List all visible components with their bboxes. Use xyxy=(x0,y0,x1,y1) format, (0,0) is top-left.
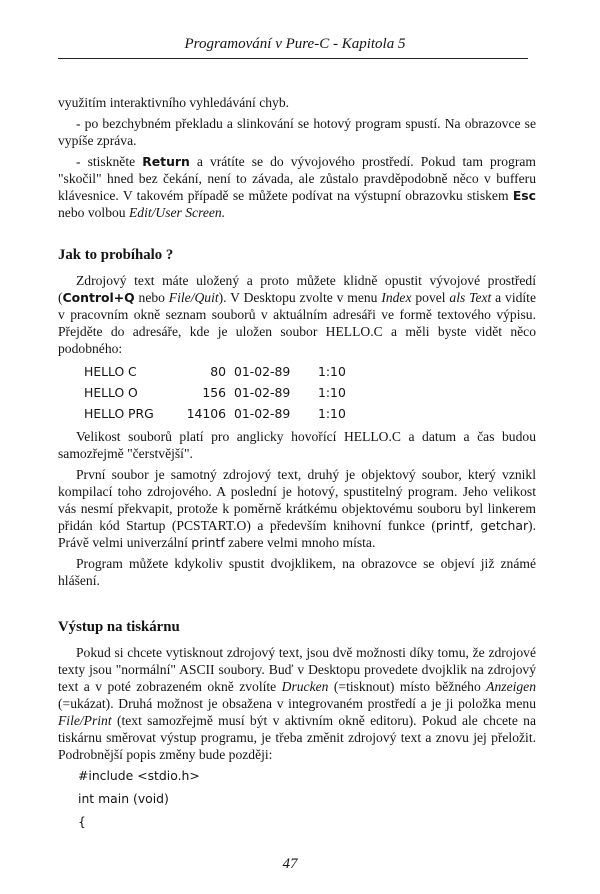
section1-paragraph-4: Program můžete kdykoliv spustit dvojklikem, na obrazovce se objeví již známé hlášení. xyxy=(58,556,536,588)
section1-paragraph-1: Zdrojový text máte uložený a proto můžete klidně opustit vývojové prostředí (Control+Q nebo File/Quit). V Desktopu zvolte v menu Index povel als Text a vidíte v pracovním okně seznam souborů v aktuálním adresáři ve formě textového výpisu. Přejděte do adresáře, kde je uložen soubor HELLO.C a měli byste vidět něco podobného: xyxy=(58,273,536,356)
section1-paragraph-2: Velikost souborů platí pro anglicky hovořící HELLO.C a datum a čas budou samozřejmě "čerstvější". xyxy=(58,429,536,461)
intro-paragraph-3: - stiskněte Return a vrátíte se do vývojového prostředí. Pokud tam program "skočil" hned bez čekání, není to závada, ale zůstalo pravděpodobně něco v bufferu klávesnice. V takovém případě se můžete podívat na výstupní obrazovku stiskem Esc nebo volbou Edit/User Screen. xyxy=(58,154,536,220)
header-rule xyxy=(58,58,528,59)
file-row: HELLO PRG 14106 01-02-89 1:10 xyxy=(84,406,346,421)
key-esc: Esc xyxy=(512,188,536,203)
file-row: HELLO O 156 01-02-89 1:10 xyxy=(84,385,346,400)
code-line: #include <stdio.h> xyxy=(78,768,200,783)
running-header: Programování v Pure-C - Kapitola 5 xyxy=(184,36,406,52)
intro-line-1: využitím interaktivního vyhledávání chyb. xyxy=(58,95,290,110)
key-control-q: Control+Q xyxy=(62,290,135,305)
code-listing xyxy=(78,767,536,836)
code-line: { xyxy=(78,814,86,829)
file-listing xyxy=(84,361,346,424)
menu-reference: Edit/User Screen. xyxy=(128,205,226,220)
section1-paragraph-3: První soubor je samotný zdrojový text, druhý je objektový soubor, který vznikl kompilací toho zdrojového. A poslední je hotový, spustitelný program. Jeho velikost vás nesmí překvapit, protože k poměrně krátkému objektovému souboru byl linkerem přidán kód Startup (PCSTART.O) a především knihovní funkce (printf, getchar). Právě velmi univerzální printf zabere velmi mnoho místa. xyxy=(58,467,536,550)
file-row: HELLO C 80 01-02-89 1:10 xyxy=(84,364,346,379)
intro-paragraph-2: - po bezchybném překladu a slinkování se hotový program spustí. Na obrazovce se vypíše zpráva. xyxy=(58,116,536,148)
section-heading-1: Jak to probíhalo ? xyxy=(58,247,174,263)
section2-paragraph-1: Pokud si chcete vytisknout zdrojový text, jsou dvě možnosti díky tomu, že zdrojové texty jsou "normální" ASCII soubory. Buď v Desktopu provedete dvojklik na zdrojový text a v poté zobrazeném okně zvolíte Drucken (=tisknout) místo běžného Anzeigen (=ukázat). Druhá možnost je obsažena v integrovaném prostředí a je ji položka menu File/Print (text samozřejmě musí být v aktivním okně editoru). Pokud ale chcete na tiskárnu směrovat výstup programu, je třeba změnit zdrojový text a znovu jej přeložit. Podrobnější popis změny bude později: xyxy=(58,645,537,762)
code-line: int main (void) xyxy=(78,791,169,806)
page-body xyxy=(58,94,536,836)
key-return: Return xyxy=(142,154,190,169)
page-number: 47 xyxy=(282,856,298,872)
section-heading-2: Výstup na tiskárnu xyxy=(58,619,180,635)
